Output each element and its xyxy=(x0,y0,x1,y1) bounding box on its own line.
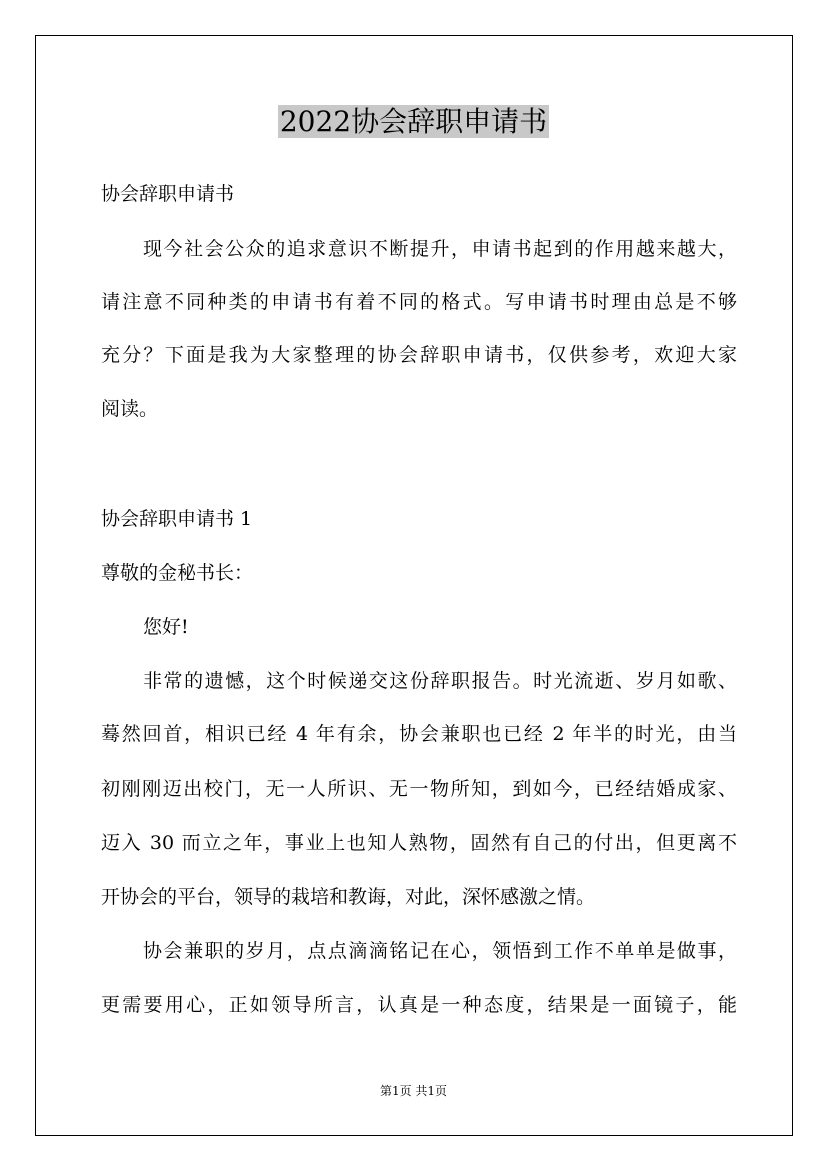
subtitle: 协会辞职申请书 xyxy=(101,183,235,205)
paragraph1-line-4: 迈入 30 而立之年，事业上也知人熟物，固然有自己的付出，但更离不 xyxy=(101,832,737,854)
paragraph1-line-3: 初刚刚迈出校门，无一人所识、无一物所知，到如今，已经结婚成家、 xyxy=(101,778,737,800)
intro-line-4: 阅读。 xyxy=(101,398,159,420)
greeting: 您好! xyxy=(143,616,189,638)
intro-line-1: 现今社会公众的追求意识不断提升，申请书起到的作用越来越大， xyxy=(143,238,737,260)
document-title: 2022协会辞职申请书 xyxy=(279,105,548,138)
paragraph2-line-1: 协会兼职的岁月，点点滴滴铭记在心，领悟到工作不单单是做事， xyxy=(143,940,737,962)
section-heading: 协会辞职申请书 1 xyxy=(101,508,253,530)
paragraph1-line-2: 蓦然回首，相识已经 4 年有余，协会兼职也已经 2 年半的时光，由当 xyxy=(101,723,737,745)
intro-line-3: 充分？下面是我为大家整理的协会辞职申请书，仅供参考，欢迎大家 xyxy=(101,344,737,366)
page-footer: 第1页 共1页 xyxy=(379,1084,448,1098)
paragraph1-line-1: 非常的遗憾，这个时候递交这份辞职报告。时光流逝、岁月如歌、 xyxy=(143,670,737,692)
paragraph1-line-5: 开协会的平台，领导的栽培和教诲，对此，深怀感激之情。 xyxy=(101,886,596,908)
intro-line-2: 请注意不同种类的申请书有着不同的格式。写申请书时理由总是不够 xyxy=(101,291,737,313)
paragraph2-line-2: 更需要用心，正如领导所言，认真是一种态度，结果是一面镜子，能 xyxy=(101,994,737,1016)
salutation: 尊敬的金秘书长： xyxy=(101,562,254,584)
